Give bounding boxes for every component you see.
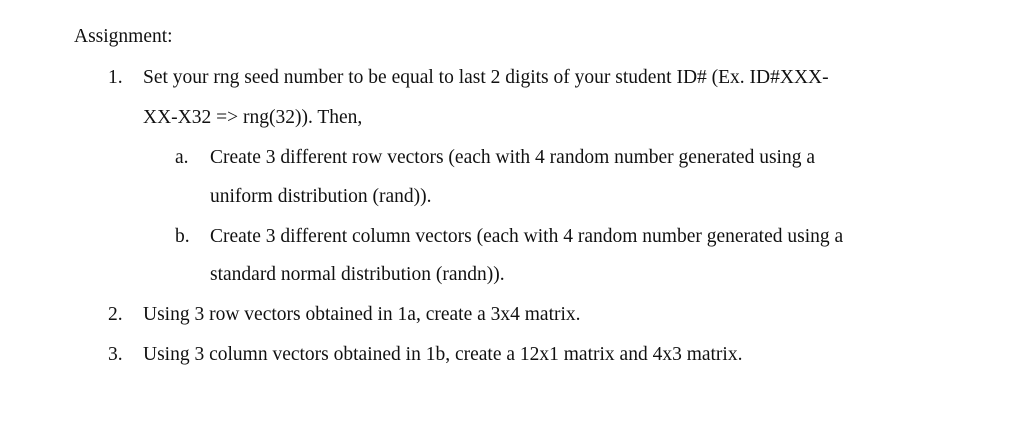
item-1b-line-1: Create 3 different column vectors (each with 4 random number generated using a [210,226,844,247]
item-3-line-1: Using 3 column vectors obtained in 1b, create a 12x1 matrix and 4x3 matrix. [143,344,743,365]
item-3-number: 3. [108,344,123,365]
item-1a-line-1: Create 3 different row vectors (each with 4 random number generated using a [210,147,815,168]
item-2-line-1: Using 3 row vectors obtained in 1a, create a 3x4 matrix. [143,304,581,325]
assignment-heading: Assignment: [74,26,173,47]
item-1-line-1: Set your rng seed number to be equal to last 2 digits of your student ID# (Ex. ID#XXX- [143,67,829,88]
item-2-number: 2. [108,304,123,325]
item-1a-line-2: uniform distribution (rand)). [210,186,432,207]
item-1a-letter: a. [175,147,189,168]
item-1b-line-2: standard normal distribution (randn)). [210,264,505,285]
item-1-number: 1. [108,67,123,88]
item-1-line-2: XX-X32 => rng(32)). Then, [143,107,363,128]
item-1b-letter: b. [175,226,190,247]
